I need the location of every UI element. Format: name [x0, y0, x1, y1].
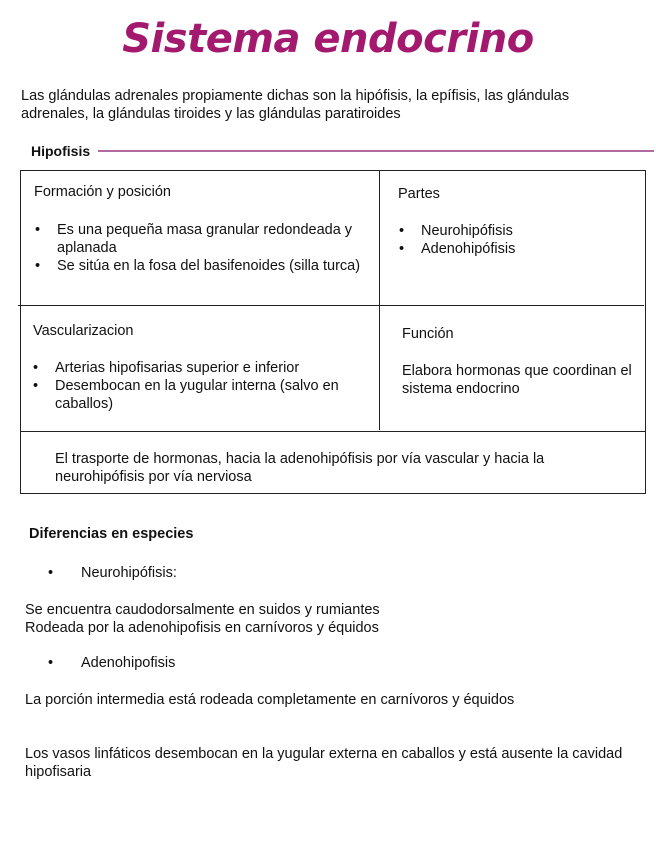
bullet-icon: •: [48, 655, 54, 671]
list-item: • Es una pequeña masa granular redondeada y aplanada: [35, 222, 353, 256]
partes-list: [397, 222, 627, 258]
cell-title-vascularizacion: Vascularizacion: [33, 323, 134, 339]
bullet-icon: •: [399, 241, 405, 257]
section-divider: [98, 150, 654, 152]
cell-title-partes: Partes: [398, 186, 440, 202]
funcion-text: Elabora hormonas que coordinan el sistema endocrino: [402, 363, 632, 397]
bullet-icon: •: [35, 258, 41, 274]
list-item: • Neurohipófisis:: [48, 565, 177, 581]
formacion-list: [33, 221, 373, 275]
paragraph: Se encuentra caudodorsalmente en suidos y rumiantes: [25, 602, 380, 618]
table-divider: [379, 306, 380, 430]
intro-paragraph: Las glándulas adrenales propiamente dichas son la hipófisis, la epífisis, las glándulas adrenales, la glándulas tiroides y las glándulas paratiroides: [21, 88, 570, 122]
cell-title-formacion: Formación y posición: [34, 184, 171, 200]
bullet-icon: •: [33, 360, 39, 376]
paragraph: Los vasos linfáticos desembocan en la yugular externa en caballos y está ausente la cavidad hipofisaria: [25, 746, 623, 780]
list-item: • Desembocan en la yugular interna (salvo en caballos): [33, 378, 339, 412]
diferencias-heading: Diferencias en especies: [29, 526, 194, 542]
hipofisis-table: [20, 170, 646, 494]
list-item: • Se sitúa en la fosa del basifenoides (silla turca): [35, 258, 361, 274]
cell-title-funcion: Función: [402, 326, 454, 342]
vascularizacion-list: [31, 359, 371, 413]
list-item: • Arterias hipofisarias superior e inferior: [33, 360, 300, 376]
list-item: • Adenohipofisis: [48, 655, 176, 671]
bullet-icon: •: [33, 378, 39, 394]
table-divider: [21, 431, 645, 432]
paragraph: Rodeada por la adenohipofisis en carnívoros y équidos: [25, 620, 379, 636]
table-divider: [379, 171, 380, 306]
section-label: Hipofisis: [31, 143, 91, 159]
bullet-icon: •: [399, 223, 405, 239]
list-item: • Adenohipófisis: [399, 241, 516, 257]
section-header-hipofisis: [31, 143, 654, 159]
list-item: • Neurohipófisis: [399, 223, 513, 239]
page-title: Sistema endocrino: [122, 16, 534, 62]
table-divider: [18, 305, 644, 306]
bullet-icon: •: [35, 222, 41, 238]
paragraph: La porción intermedia está rodeada completamente en carnívoros y équidos: [25, 692, 515, 708]
transporte-text: El trasporte de hormonas, hacia la adenohipófisis por vía vascular y hacia la neurohipófisis por vía nerviosa: [55, 451, 545, 485]
bullet-icon: •: [48, 565, 54, 581]
